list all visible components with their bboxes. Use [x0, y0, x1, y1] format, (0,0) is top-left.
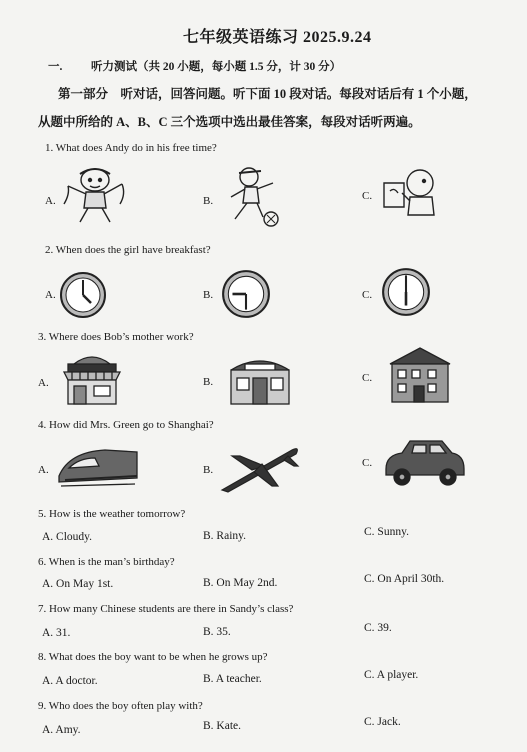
option-label: A.	[38, 464, 49, 476]
option-label: A.	[45, 195, 56, 207]
option-label: C.	[362, 457, 373, 469]
option-a: A. On May 1st.	[42, 578, 114, 590]
option-c: C. 39.	[364, 622, 392, 634]
option-b: B. 35.	[203, 626, 231, 638]
option-label: B.	[203, 289, 214, 301]
option-label: C.	[362, 372, 373, 384]
clock-icon	[220, 268, 272, 320]
part1-instructions-line2: 从题中所给的 A、B、C 三个选项中选出最佳答案，每段对话听两遍。	[38, 115, 421, 129]
painting-boy-icon	[380, 165, 446, 223]
page-title: 七年级英语练习 2025.9.24	[183, 29, 372, 46]
option-c: C. Sunny.	[364, 526, 409, 538]
option-label: C.	[362, 190, 373, 202]
part1-instructions-line1: 第一部分 听对话，回答问题。听下面 10 段对话。每段对话后有 1 个小题，	[58, 87, 477, 101]
question-6: 6. When is the man’s birthday?	[38, 556, 175, 568]
dancing-boy-icon	[60, 164, 130, 226]
question-2: 2. When does the girl have breakfast?	[45, 244, 211, 256]
question-5: 5. How is the weather tomorrow?	[38, 508, 186, 520]
option-b: B. Rainy.	[203, 530, 247, 542]
option-label: A.	[38, 377, 49, 389]
option-label: B.	[203, 195, 214, 207]
option-c: C. A player.	[364, 669, 419, 681]
clock-icon	[380, 266, 432, 318]
option-a: A. Cloudy.	[42, 531, 93, 543]
option-a: A. 31.	[42, 627, 71, 639]
train-icon	[55, 442, 141, 492]
section-number: 一.	[48, 61, 63, 73]
option-label: B.	[203, 464, 214, 476]
airplane-icon	[218, 442, 302, 496]
option-b: B. Kate.	[203, 720, 242, 732]
section-label: 听力测试（共 20 小题，每小题 1.5 分，计 30 分）	[91, 61, 342, 73]
question-8: 8. What does the boy want to be when he grows up?	[38, 651, 268, 663]
question-7: 7. How many Chinese students are there in Sandy’s class?	[38, 603, 294, 615]
option-label: A.	[45, 289, 56, 301]
option-b: B. On May 2nd.	[203, 577, 278, 589]
option-c: C. On April 30th.	[364, 573, 445, 585]
option-a: A. Amy.	[42, 724, 81, 736]
question-1: 1. What does Andy do in his free time?	[45, 142, 217, 154]
option-b: B. A teacher.	[203, 673, 262, 685]
option-label: C.	[362, 289, 373, 301]
question-9: 9. Who does the boy often play with?	[38, 700, 203, 712]
question-4: 4. How did Mrs. Green go to Shanghai?	[38, 419, 214, 431]
car-icon	[380, 433, 468, 489]
question-3: 3. Where does Bob’s mother work?	[38, 331, 194, 343]
clock-icon	[58, 270, 108, 320]
house-icon	[384, 344, 456, 406]
option-label: B.	[203, 376, 214, 388]
museum-icon	[225, 350, 295, 408]
shop-icon	[60, 350, 124, 408]
soccer-boy-icon	[217, 165, 285, 227]
option-a: A. A doctor.	[42, 675, 98, 687]
option-c: C. Jack.	[364, 716, 401, 728]
